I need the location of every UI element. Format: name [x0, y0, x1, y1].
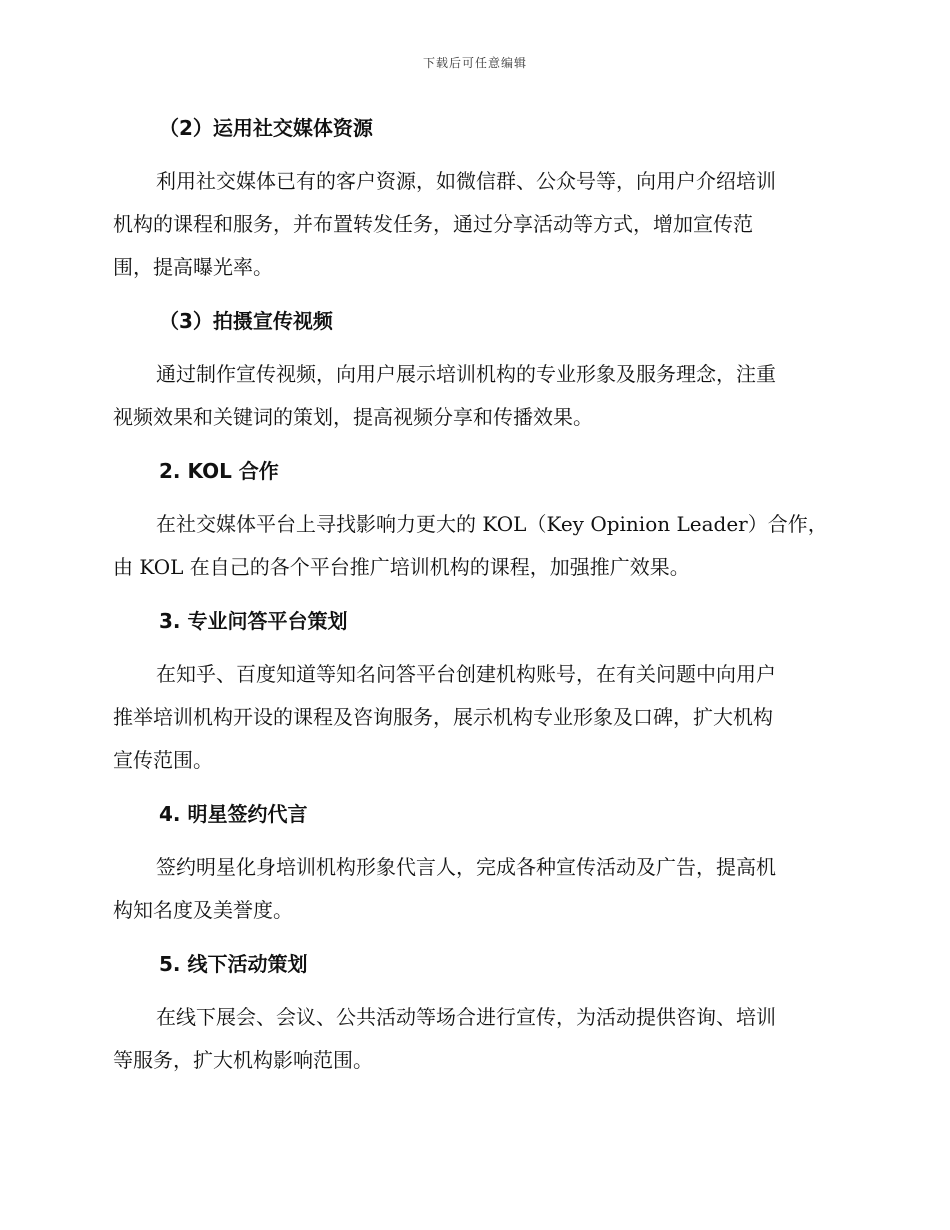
page-header: 下载后可任意编辑	[422, 56, 527, 70]
paragraph-line: 利用社交媒体已有的客户资源，如微信群、公众号等，向用户介绍培训	[156, 169, 776, 193]
section-paragraph-celebrity	[113, 846, 833, 932]
section-paragraph-offline	[113, 996, 833, 1082]
section-heading-qa-platform: 3. 专业问答平台策划	[159, 609, 348, 633]
paragraph-line: 视频效果和关键词的策划，提高视频分享和传播效果。	[113, 405, 593, 429]
paragraph-line: 通过制作宣传视频，向用户展示培训机构的专业形象及服务理念，注重	[156, 362, 776, 386]
paragraph-line: 在线下展会、会议、公共活动等场合进行宣传，为活动提供咨询、培训	[156, 1005, 776, 1029]
paragraph-line: 机构的课程和服务，并布置转发任务，通过分享活动等方式，增加宣传范	[113, 212, 753, 236]
paragraph-line: 等服务，扩大机构影响范围。	[113, 1048, 373, 1072]
section-paragraph-qa-platform	[113, 653, 833, 782]
section-heading-social-media: （2）运用社交媒体资源	[159, 116, 373, 140]
paragraph-line: 推举培训机构开设的课程及咨询服务，展示机构专业形象及口碑，扩大机构	[113, 705, 773, 729]
paragraph-line: 构知名度及美誉度。	[113, 898, 293, 922]
section-paragraph-social-media	[113, 160, 833, 289]
paragraph-line: 由 KOL 在自己的各个平台推广培训机构的课程，加强推广效果。	[113, 555, 690, 579]
section-paragraph-kol	[113, 503, 833, 589]
section-heading-celebrity: 4. 明星签约代言	[159, 802, 308, 826]
paragraph-line: 宣传范围。	[113, 748, 213, 772]
document-body	[113, 108, 833, 1094]
paragraph-line: 在社交媒体平台上寻找影响力更大的 KOL（Key Opinion Leader）合作，	[156, 512, 828, 536]
paragraph-line: 签约明星化身培训机构形象代言人，完成各种宣传活动及广告，提高机	[156, 855, 776, 879]
paragraph-line: 在知乎、百度知道等知名问答平台创建机构账号，在有关问题中向用户	[156, 662, 776, 686]
section-heading-kol: 2. KOL 合作	[159, 459, 279, 483]
section-heading-video: （3）拍摄宣传视频	[159, 309, 333, 333]
section-paragraph-video	[113, 353, 833, 439]
section-heading-offline: 5. 线下活动策划	[159, 952, 308, 976]
paragraph-line: 围，提高曝光率。	[113, 255, 273, 279]
